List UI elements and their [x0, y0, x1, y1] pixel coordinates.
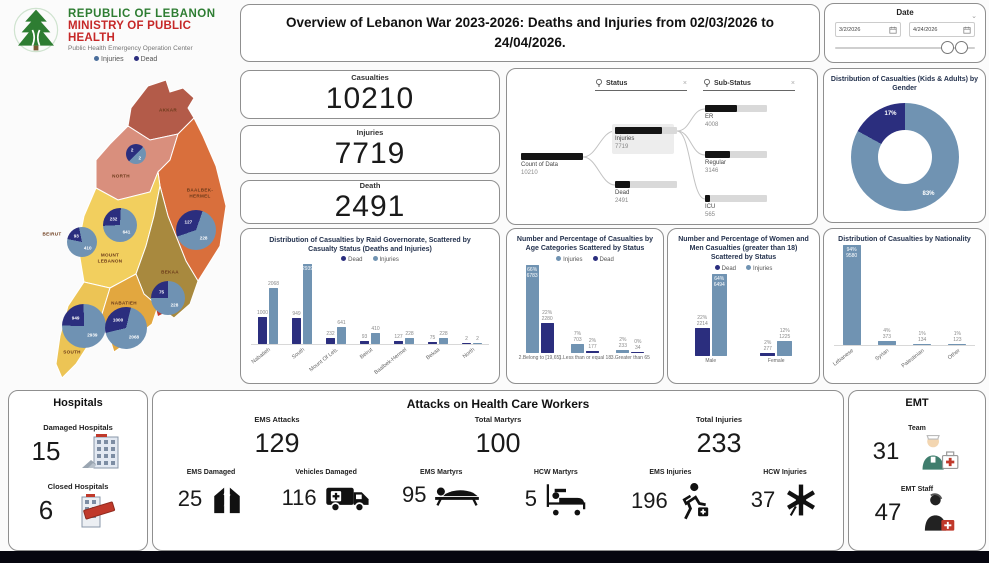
- governorate-bar-plot: [250, 265, 489, 377]
- stat-total-martyrs: [428, 415, 568, 459]
- kpi-label: Injuries: [356, 128, 384, 137]
- donut-hole: [878, 130, 932, 184]
- bar-value-label: 64% 6494: [713, 276, 725, 289]
- pie-dead-label: 949: [71, 315, 80, 321]
- stat-row: [282, 482, 371, 514]
- legend-dead: Dead: [134, 56, 158, 63]
- cedar-logo-icon: [10, 6, 62, 54]
- pie-injuries-label: 228: [199, 235, 208, 241]
- tree-node-label: Injuries 7719: [615, 136, 635, 150]
- tree-node-bar: [705, 105, 767, 112]
- stat-label: HCW Martyrs: [533, 469, 578, 476]
- attacks-card: [152, 390, 844, 551]
- bar-dead[interactable]: [541, 310, 554, 353]
- category-label: Other: [946, 348, 962, 362]
- category-label: Syrian: [874, 348, 891, 363]
- page-title: Overview of Lebanon War 2023-2026: Deaths and Injuries from 02/03/2026 to 24/04/2026.: [286, 14, 774, 50]
- stat-label: EMS Attacks: [254, 415, 300, 424]
- tree-node-fill: [705, 151, 730, 158]
- stat-value: 15: [31, 435, 61, 466]
- stat-value: 25: [177, 486, 203, 511]
- nationality-bar-plot: [832, 246, 975, 370]
- stat-label: EMS Damaged: [186, 469, 236, 476]
- pie-injuries-label: 2068: [128, 334, 140, 340]
- emt-title: EMT: [905, 397, 929, 409]
- bar-value-label: 232: [326, 331, 335, 338]
- stat-label: EMT Staff: [900, 486, 934, 493]
- pie-marker-baalbek-hermel[interactable]: [176, 210, 216, 250]
- legend-item: Dead: [593, 256, 614, 263]
- bar-value-label: 1% 123: [953, 331, 962, 344]
- pie-injuries-label: 641: [122, 229, 131, 235]
- calendar-icon[interactable]: [889, 26, 897, 34]
- gender-donut-chart[interactable]: [851, 103, 959, 211]
- ambulance-icon: [325, 482, 371, 514]
- map-region-label: BEIRUT: [42, 231, 62, 237]
- bar-value-label: 7% 703: [573, 331, 582, 344]
- bar-dead[interactable]: [695, 315, 710, 356]
- bar-value-label: 2: [476, 336, 479, 343]
- stat-label: Total Injuries: [695, 415, 743, 424]
- bar-group: [744, 274, 810, 365]
- category-label: Palestinian: [900, 348, 926, 370]
- pie-dead-label: 127: [184, 219, 193, 225]
- legend-item: Injuries: [746, 265, 772, 272]
- map-region-label: AKKAR: [158, 107, 178, 113]
- stat-hcw-martyrs: [512, 469, 600, 520]
- legend-dot-icon: [593, 256, 598, 261]
- stat-row: [741, 482, 829, 518]
- legend-dot-icon: [341, 256, 346, 261]
- bar-injuries[interactable]: [267, 281, 280, 344]
- stat-emt-staff: [857, 486, 977, 533]
- category-label: Nabatieh: [250, 347, 272, 366]
- chart-title: Distribution of Casualties by Nationality: [838, 236, 971, 243]
- tree-node-bar: [521, 153, 583, 160]
- hospitals-card: [8, 390, 148, 551]
- hospital-bed-icon: [545, 482, 587, 516]
- calendar-icon[interactable]: [963, 26, 971, 34]
- tree-node-fill: [705, 105, 737, 112]
- bar-group: [678, 274, 744, 365]
- tree-node-bar: [615, 127, 677, 134]
- bar-casualties[interactable]: [878, 328, 896, 345]
- bar-value-label: 75: [429, 335, 436, 342]
- bar-group: [353, 265, 387, 361]
- stat-ems-martyrs: [397, 469, 485, 520]
- pie-marker-north[interactable]: [126, 144, 146, 164]
- pie-dead-label: 1000: [112, 317, 124, 323]
- bar-group: [517, 265, 562, 362]
- bar-group: [608, 265, 653, 362]
- stat-closed-hospitals: [17, 482, 139, 529]
- lebanon-map: [0, 62, 240, 392]
- filter-close-icon[interactable]: ×: [790, 79, 795, 87]
- bar-group: [558, 265, 612, 362]
- tree-node-label: Dead 2491: [615, 190, 630, 204]
- map-region-label: SOUTH: [63, 349, 81, 355]
- bar-value-label: 2% 233: [618, 337, 627, 350]
- filter-close-icon[interactable]: ×: [682, 79, 687, 87]
- pie-dead-label: 75: [158, 289, 165, 295]
- category-label: 1.Less than or equal 18: [558, 355, 612, 362]
- running-medic-icon: [676, 482, 710, 520]
- pie-injuries-label: 2939: [87, 332, 98, 338]
- bar-value-label: 2% 277: [763, 340, 772, 353]
- bar-group: [869, 246, 904, 363]
- stat-row: [512, 482, 600, 516]
- tree-node-fill: [615, 181, 630, 188]
- bar-value-label: 66% 6783: [526, 267, 538, 280]
- stat-value: 233: [696, 428, 742, 458]
- nationality-chart-card: [823, 228, 986, 384]
- bar-value-label: 228: [405, 331, 414, 338]
- pie-marker-bekaa[interactable]: [151, 281, 185, 315]
- tree-node-label: ICU 565: [705, 204, 716, 218]
- injuries-dot-icon: [94, 56, 99, 61]
- category-label: Lebanese: [832, 348, 856, 368]
- tree-node-count-of-data[interactable]: [521, 153, 583, 177]
- stat-row: [207, 424, 347, 459]
- tree-node-dead[interactable]: [615, 181, 677, 205]
- date-range-track[interactable]: [835, 47, 975, 49]
- bar-group: [900, 246, 940, 370]
- emt-card: [848, 390, 986, 551]
- logo-subtitle: Public Health Emergency Operation Center: [68, 45, 193, 52]
- bar-casualties[interactable]: [913, 331, 931, 345]
- legend-item: Dead: [715, 265, 736, 272]
- bar-group: [832, 246, 869, 368]
- stat-row: [397, 482, 485, 508]
- damaged-building-icon: [210, 482, 244, 516]
- date-slicer-label: Date: [896, 8, 914, 17]
- stat-label: Vehicles Damaged: [295, 469, 357, 476]
- pie-marker-south[interactable]: [62, 304, 106, 348]
- stat-row: [428, 424, 568, 459]
- stat-value: 5: [524, 486, 537, 511]
- tree-node-bar: [705, 195, 767, 202]
- bar-dead[interactable]: [394, 334, 403, 344]
- lightbulb-icon: [703, 78, 711, 88]
- chart-title: Number and Percentage of Casualties by Age Categories Scattered by Status: [516, 236, 654, 253]
- bar-value-label: 0% 34: [634, 339, 642, 352]
- bar-value-label: 127: [394, 334, 403, 341]
- pie-injuries-label: 2: [138, 155, 142, 161]
- tree-node-label: Count of Data 10210: [521, 162, 559, 176]
- bar-injuries[interactable]: [616, 337, 629, 353]
- tree-node-bar: [615, 181, 677, 188]
- bar-injuries[interactable]: [777, 328, 792, 356]
- logo-country: REPUBLIC OF LEBANON: [68, 8, 216, 20]
- moph-logo-text: [68, 8, 240, 52]
- bar-injuries[interactable]: [439, 331, 448, 344]
- stat-row: [649, 424, 789, 459]
- bar-value-label: 2: [465, 336, 468, 343]
- pie-injuries-label: 410: [83, 245, 92, 251]
- chart-title: Distribution of Casualties (Kids & Adults) by Gender: [830, 76, 979, 93]
- legend-item: Injuries: [373, 256, 399, 263]
- category-label: Female: [767, 358, 785, 365]
- stat-damaged-hospitals: [17, 423, 139, 470]
- tree-node-fill: [705, 195, 710, 202]
- bar-injuries[interactable]: [337, 320, 346, 344]
- bar-injuries[interactable]: [526, 265, 539, 353]
- stat-row: [17, 491, 139, 529]
- slice-label: 17%: [884, 111, 897, 118]
- bar-group: [421, 265, 455, 362]
- bar-value-label: 949: [292, 311, 301, 318]
- dashboard-title-card: [240, 4, 820, 62]
- pie-dead-label: 93: [73, 233, 79, 239]
- chart-legend: [241, 256, 499, 263]
- bar-dead[interactable]: [760, 340, 775, 356]
- bar-dead[interactable]: [631, 339, 644, 353]
- bar-dead[interactable]: [586, 338, 599, 353]
- stat-row: [17, 432, 139, 470]
- tree-node-label: Regular 3146: [705, 160, 727, 174]
- bar-casualties[interactable]: [843, 245, 861, 345]
- stat-row: [857, 432, 977, 472]
- bar-injuries[interactable]: [473, 336, 482, 344]
- legend-item: Dead: [341, 256, 362, 263]
- bar-dead[interactable]: [326, 331, 335, 344]
- tree-node-label: ER 4008: [705, 114, 719, 128]
- bar-group: [940, 246, 975, 362]
- logo-ministry: MINISTRY OF PUBLIC HEALTH: [68, 20, 192, 44]
- stat-ems-attacks: [207, 415, 347, 459]
- decomposition-tree-card: [506, 68, 818, 225]
- dead-dot-icon: [134, 56, 139, 61]
- bar-dead[interactable]: [256, 310, 269, 344]
- date-slicer: [824, 3, 986, 63]
- bottom-bar: [0, 551, 989, 563]
- bar-dead[interactable]: [292, 311, 301, 344]
- stat-row: [167, 482, 255, 516]
- bar-dead[interactable]: [428, 335, 437, 344]
- pie-marker-beirut[interactable]: [67, 227, 97, 257]
- stat-value: 6: [38, 494, 54, 525]
- damaged-hospital-icon: [80, 432, 124, 470]
- tree-node-fill: [615, 127, 662, 134]
- kpi-value: 2491: [334, 189, 406, 223]
- stat-vehicles-damaged: [282, 469, 371, 520]
- bar-value-label: 2% 177: [588, 338, 597, 351]
- lightbulb-icon: [595, 78, 603, 88]
- chart-legend: [668, 265, 819, 272]
- bar-dead[interactable]: [462, 336, 471, 344]
- star-of-life-icon: [783, 482, 819, 518]
- stat-label: Closed Hospitals: [47, 482, 109, 491]
- bar-value-label: 93: [361, 334, 368, 341]
- bar-group: [285, 265, 319, 361]
- category-label: 2.Belong to [19,65]: [518, 355, 561, 362]
- stat-ems-injuries: [626, 469, 714, 520]
- map-region-label: BEKAA: [161, 269, 179, 275]
- range-handle-end[interactable]: [955, 41, 968, 54]
- medic-staff-icon: [919, 493, 959, 533]
- stat-value: 95: [401, 482, 427, 507]
- chart-title: Distribution of Casualties by Raid Governorate, Scattered by Casualty Status (Deaths and Injuries): [269, 237, 471, 254]
- map-region-label: BAALBEK- HERMEL: [186, 187, 214, 198]
- bar-value-label: 2068: [267, 281, 280, 288]
- category-label: South: [290, 347, 306, 361]
- legend-dot-icon: [715, 265, 720, 270]
- bar-dead[interactable]: [360, 334, 369, 344]
- age-bar-plot: [517, 265, 653, 362]
- kpi-label: Death: [359, 180, 381, 190]
- tree-node-fill: [521, 153, 583, 160]
- map-region-label: MOUNT LEBANON: [97, 252, 123, 263]
- legend-dot-icon: [373, 256, 378, 261]
- bar-group: [455, 265, 489, 361]
- pie-dead-label: 2: [130, 147, 134, 153]
- age-chart-card: [506, 228, 664, 384]
- bar-value-label: 94% 9580: [846, 247, 858, 260]
- pie-marker-nabatieh[interactable]: [105, 307, 147, 349]
- bar-injuries[interactable]: [405, 331, 414, 344]
- stat-value: 100: [475, 428, 521, 458]
- tree-node-icu[interactable]: [705, 195, 767, 219]
- stat-value: 47: [874, 499, 902, 526]
- hospitals-title: Hospitals: [53, 397, 103, 409]
- gender-donut-card: [823, 68, 986, 223]
- kpi-injuries-card: [240, 125, 500, 174]
- legend-dot-icon: [556, 256, 561, 261]
- stat-team: [857, 425, 977, 472]
- tree-filter-status[interactable]: Status ×: [595, 78, 687, 91]
- map-region-label: NABATIEH: [111, 300, 137, 306]
- legend-item: Injuries: [556, 256, 582, 263]
- pie-injuries-label: 228: [170, 302, 179, 308]
- bar-injuries[interactable]: [303, 264, 312, 344]
- bar-value-label: 22% 2214: [696, 315, 708, 328]
- stat-value: 31: [872, 438, 900, 465]
- bar-value-label: 2939: [301, 266, 314, 273]
- pie-marker-mount-lebanon[interactable]: [103, 208, 137, 242]
- category-label: Beirut: [358, 347, 374, 361]
- stat-row: [626, 482, 714, 520]
- nurse-icon: [917, 432, 961, 472]
- bar-value-label: 410: [371, 326, 380, 333]
- stat-value: 116: [281, 485, 317, 510]
- map-region-label: NORTH: [112, 173, 130, 179]
- governorate-chart-card: [240, 228, 500, 384]
- tree-node-bar: [705, 151, 767, 158]
- bar-value-label: 641: [337, 320, 346, 327]
- tree-node-regular[interactable]: [705, 151, 767, 175]
- stat-label: EMS Martyrs: [420, 469, 463, 476]
- stat-label: Total Martyrs: [474, 415, 522, 424]
- stat-label: EMS Injuries: [649, 469, 692, 476]
- tree-node-injuries[interactable]: [612, 124, 674, 154]
- stat-label: Damaged Hospitals: [43, 423, 113, 432]
- bar-injuries[interactable]: [712, 274, 727, 356]
- stat-total-injuries: [649, 415, 789, 459]
- moph-logo-block: [10, 4, 240, 56]
- legend-injuries: Injuries: [94, 56, 124, 63]
- bar-value-label: 12% 1225: [779, 328, 791, 341]
- start-date-input[interactable]: 3/2/2026: [835, 22, 901, 37]
- chevron-down-icon[interactable]: ⌄: [971, 13, 977, 20]
- stat-ems-damaged: [167, 469, 255, 520]
- closed-hospital-icon: [73, 491, 117, 529]
- kpi-casualties-card: [240, 70, 500, 119]
- category-label: North: [461, 347, 476, 361]
- category-label: Male: [705, 358, 717, 365]
- stat-label: HCW Injuries: [763, 469, 807, 476]
- attacks-title: Attacks on Health Care Workers: [406, 397, 590, 411]
- tree-filter-sub-status[interactable]: Sub-Status ×: [703, 78, 795, 91]
- range-handle-start[interactable]: [941, 41, 954, 54]
- stat-row: [857, 493, 977, 533]
- kpi-value: 10210: [325, 82, 415, 115]
- stat-hcw-injuries: [741, 469, 829, 520]
- kpi-death-card: [240, 180, 500, 224]
- tree-node-er[interactable]: [705, 105, 767, 129]
- legend-dot-icon: [746, 265, 751, 270]
- bar-value-label: 228: [439, 331, 448, 338]
- bar-casualties[interactable]: [948, 331, 966, 345]
- end-date-input[interactable]: 4/24/2026: [909, 22, 975, 37]
- stat-value: 196: [631, 488, 668, 513]
- bar-value-label: 1000: [256, 310, 269, 317]
- category-label: Mount Of Leb.: [308, 347, 340, 374]
- stat-label: Team: [908, 425, 926, 432]
- category-label: Baalbek-Hermel: [372, 347, 408, 377]
- bar-value-label: 4% 373: [882, 328, 892, 341]
- pie-dead-label: 232: [109, 216, 118, 222]
- bar-injuries[interactable]: [371, 326, 380, 344]
- chart-title: Number and Percentage of Women and Men Casualties (greater than 18) Scattered by Status: [678, 236, 809, 262]
- stretcher-icon: [434, 482, 480, 508]
- category-label: 3.Greater than 65: [610, 355, 650, 362]
- slice-label: 83%: [922, 191, 935, 198]
- bar-injuries[interactable]: [571, 331, 584, 353]
- gender-bar-plot: [678, 274, 809, 365]
- kpi-label: Casualties: [351, 73, 389, 82]
- stat-value: 37: [750, 487, 776, 512]
- stat-value: 129: [254, 428, 300, 458]
- bar-value-label: 22% 2280: [541, 310, 553, 323]
- bar-group: [308, 265, 353, 374]
- category-label: Bekaa: [425, 347, 442, 362]
- kpi-value: 7719: [334, 137, 406, 170]
- chart-legend: [507, 256, 663, 263]
- bar-value-label: 1% 134: [917, 331, 927, 344]
- bar-group: [250, 265, 285, 366]
- gender-status-chart-card: [667, 228, 820, 384]
